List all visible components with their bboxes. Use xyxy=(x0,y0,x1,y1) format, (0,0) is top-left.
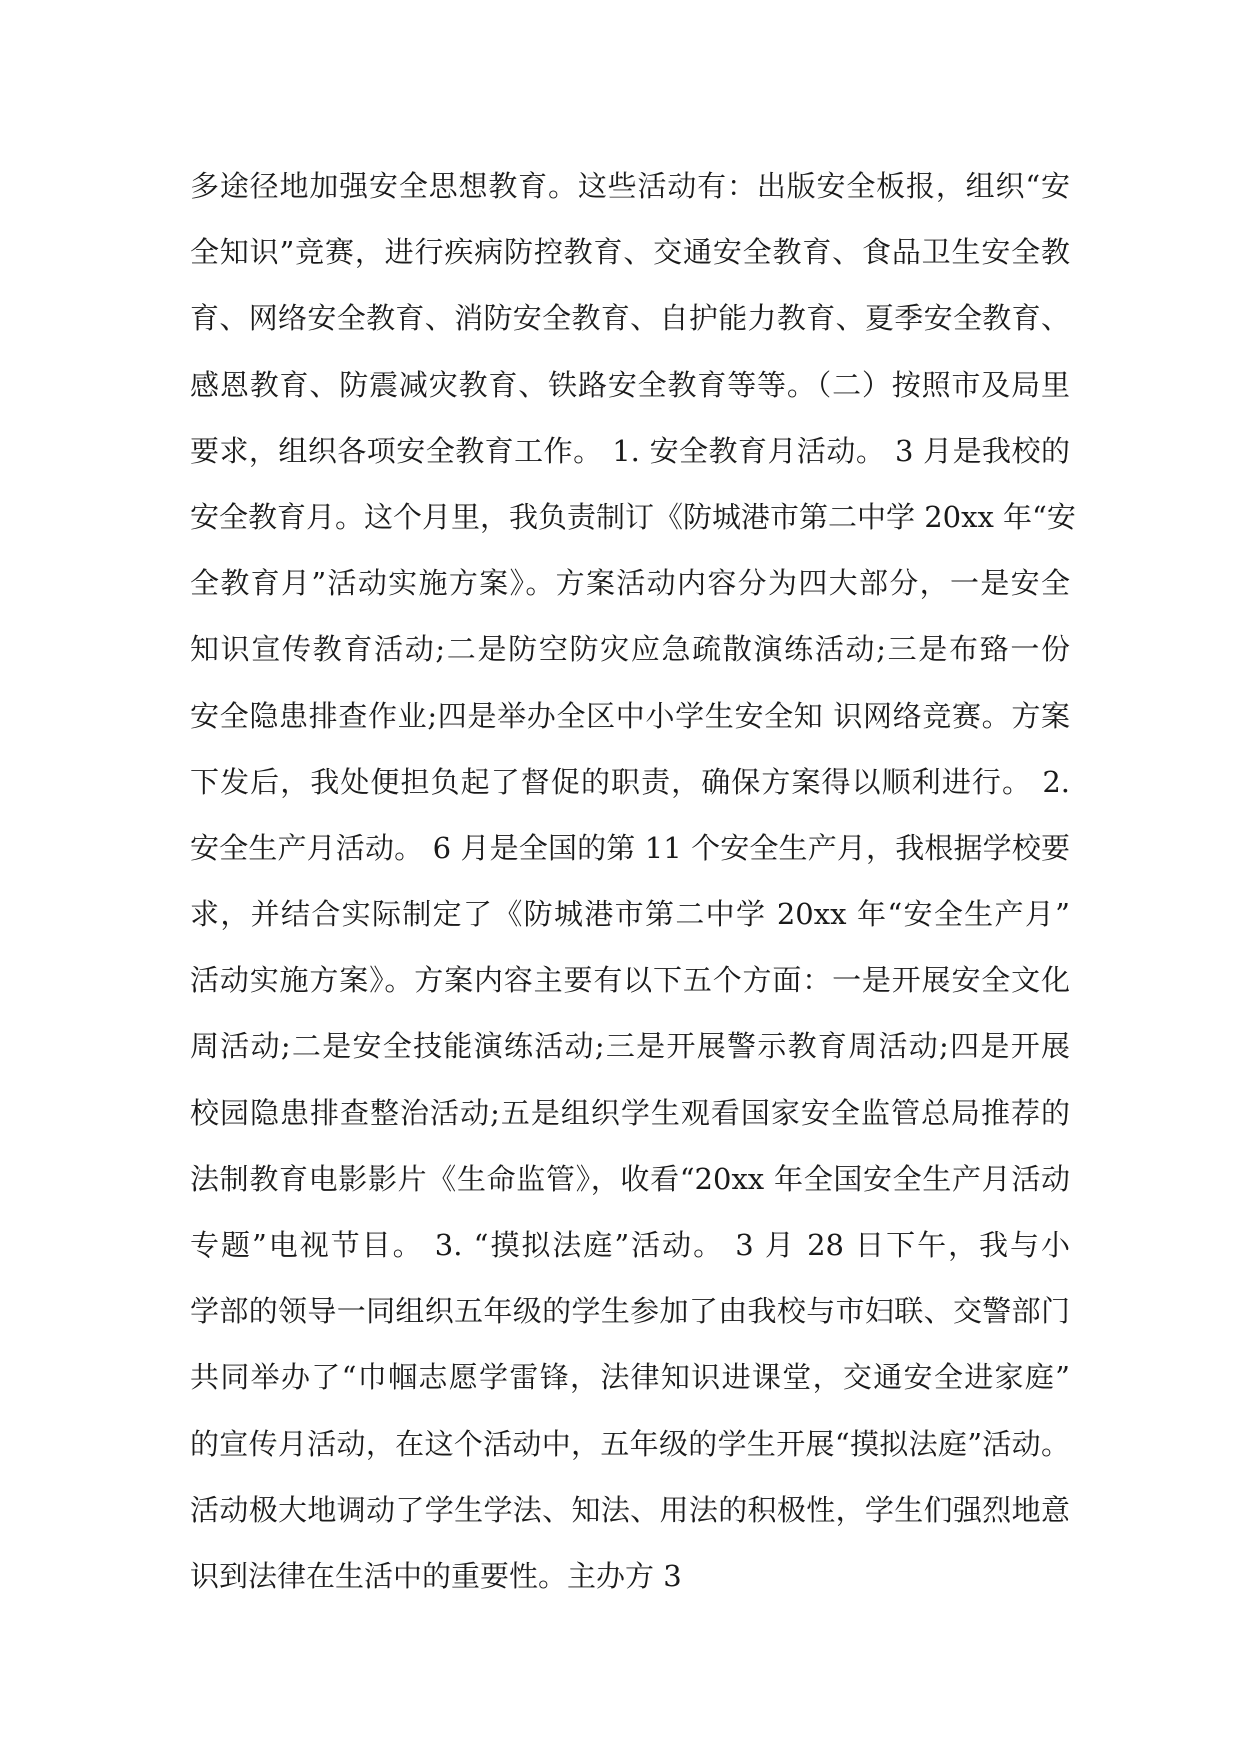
text-line: 感恩教育、防震减灾教育、铁路安全教育等等。（二）按照市及局里 xyxy=(190,367,1070,402)
text-line: 法制教育电影影片《生命监管》，收看“20xx 年全国安全生产月活动 xyxy=(190,1161,1070,1196)
text-line: 周活动;二是安全技能演练活动;三是开展警示教育周活动;四是开展 xyxy=(190,1029,1070,1064)
text-line: 专题”电视节目。 3. “摸拟法庭”活动。 3 月 28 日下午，我与小 xyxy=(190,1228,1070,1262)
text-line: 下发后，我处便担负起了督促的职责，确保方案得以顺利进行。 2. xyxy=(190,764,1070,799)
text-line: 安全教育月。这个月里，我负责制订《防城港市第二中学 20xx 年“安 xyxy=(190,499,1076,534)
text-line: 校园隐患排查整治活动;五是组织学生观看国家安全监管总局推荐的 xyxy=(190,1095,1070,1130)
text-line: 活动极大地调动了学生学法、知法、用法的积极性，学生们强烈地意 xyxy=(190,1492,1070,1527)
text-line: 育、网络安全教育、消防安全教育、自护能力教育、夏季安全教育、 xyxy=(190,301,1070,336)
text-line: 要求，组织各项安全教育工作。 1. 安全教育月活动。 3 月是我校的 xyxy=(190,433,1070,468)
text-line: 全知识”竞赛，进行疾病防控教育、交通安全教育、食品卫生安全教 xyxy=(190,235,1070,270)
text-line: 求，并结合实际制定了《防城港市第二中学 20xx 年“安全生产月” xyxy=(190,897,1070,932)
text-line: 知识宣传教育活动;二是防空防灾应急疏散演练活动;三是布臵一份 xyxy=(190,632,1070,667)
text-line: 识到法律在生活中的重要性。主办方 3 xyxy=(190,1558,682,1593)
text-line: 共同举办了“巾帼志愿学雷锋，法律知识进课堂，交通安全进家庭” xyxy=(190,1360,1070,1395)
text-line: 安全生产月活动。 6 月是全国的第 11 个安全生产月，我根据学校要 xyxy=(190,830,1070,865)
text-line: 学部的领导一同组织五年级的学生参加了由我校与市妇联、交警部门 xyxy=(190,1294,1070,1329)
text-line: 活动实施方案》。方案内容主要有以下五个方面：一是开展安全文化 xyxy=(190,963,1070,998)
body-text xyxy=(190,153,1076,1609)
text-line: 的宣传月活动，在这个活动中，五年级的学生开展“摸拟法庭”活动。 xyxy=(190,1426,1070,1461)
text-line: 安全隐患排查作业;四是举办全区中小学生安全知 识网络竞赛。方案 xyxy=(190,698,1070,733)
text-line: 多途径地加强安全思想教育。这些活动有：出版安全板报，组织“安 xyxy=(190,169,1070,203)
text-line: 全教育月”活动实施方案》。方案活动内容分为四大部分，一是安全 xyxy=(190,566,1070,601)
